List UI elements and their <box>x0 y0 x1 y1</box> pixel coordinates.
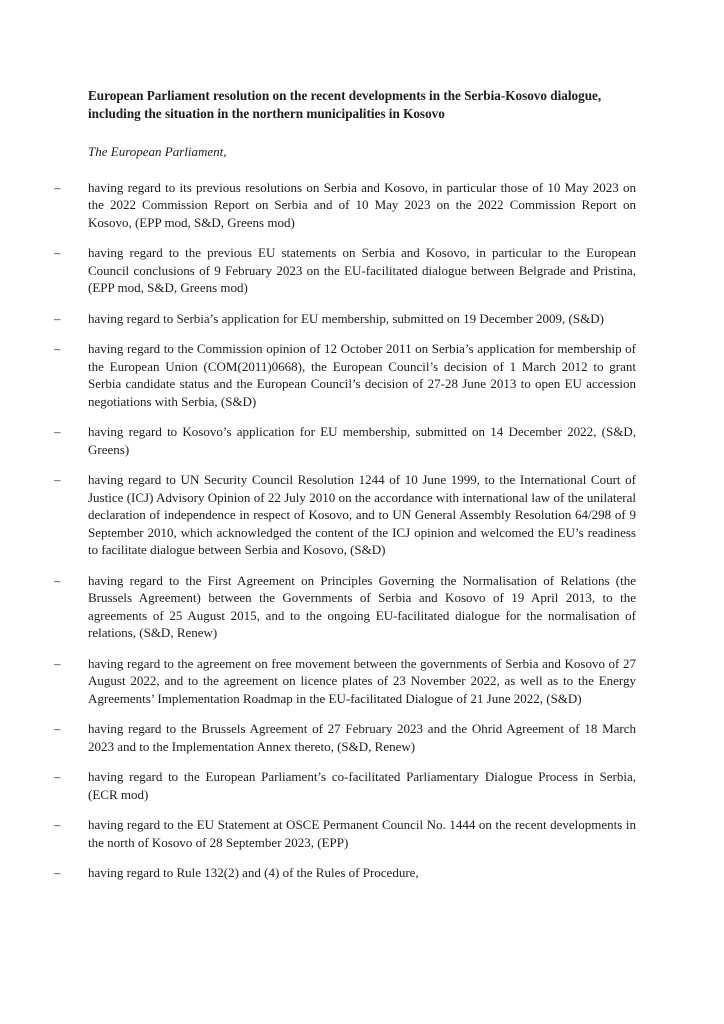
having-regard-item <box>54 655 636 708</box>
having-regard-item <box>54 768 636 803</box>
having-regard-text: having regard to the First Agreement on Principles Governing the Normalisation of Relations (the Brussels Agreement) between the Governments of Serbia and Kosovo of 19 April 2013, to the agreements of 25 August 2015, and to the ongoing EU-facilitated dialogue for the normalisation of relations, (S&D, Renew) <box>88 572 636 640</box>
having-regard-item <box>54 244 636 297</box>
dash-marker: – <box>54 310 61 326</box>
having-regard-item <box>54 179 636 232</box>
having-regard-item <box>54 720 636 755</box>
dash-marker: – <box>54 341 61 356</box>
having-regard-item <box>54 423 636 458</box>
dash-marker: – <box>54 472 61 487</box>
dash-marker: – <box>54 572 61 588</box>
having-regard-text: having regard to the previous EU statements on Serbia and Kosovo, in particular to the European Council conclusions of 9 February 2023 on the EU-facilitated dialogue between Belgrade and Pristina, (EPP mod, S&D, Greens mod) <box>88 245 636 295</box>
having-regard-text: having regard to its previous resolutions on Serbia and Kosovo, in particular those of 10 May 2023 on the 2022 Commission Report on Serbia and of 10 May 2023 on the 2022 Commission Report on Kosovo, (EPP mod, S&D, Greens mod) <box>88 179 636 230</box>
dash-marker: – <box>54 245 61 260</box>
having-regard-item <box>54 340 636 410</box>
having-regard-text: having regard to UN Security Council Resolution 1244 of 10 June 1999, to the International Court of Justice (ICJ) Advisory Opinion of 22 July 2010 on the accordance with international law of the unilateral declaration of independence in respect of Kosovo, and to UN General Assembly Resolution 64/298 of 9 September 2010, which acknowledged the content of the ICJ opinion and welcomed the EU’s readiness to facilitate dialogue between Serbia and Kosovo, (S&D) <box>88 472 636 557</box>
having-regard-item <box>54 310 636 328</box>
document-title: European Parliament resolution on the recent developments in the Serbia-Kosovo dialogue, including the situation in the northern municipalities in Kosovo <box>88 88 602 121</box>
having-regard-item <box>54 816 636 851</box>
dash-marker: – <box>54 721 61 736</box>
dash-marker: – <box>54 769 61 784</box>
having-regard-item <box>54 864 636 882</box>
having-regard-text: having regard to Rule 132(2) and (4) of the Rules of Procedure, <box>88 865 419 880</box>
having-regard-text: having regard to the European Parliament’s co-facilitated Parliamentary Dialogue Process in Serbia, (ECR mod) <box>88 769 636 802</box>
dash-marker: – <box>54 655 61 671</box>
having-regard-text: having regard to the agreement on free movement between the governments of Serbia and Kosovo of 27 August 2022, and to the agreement on licence plates of 23 November 2022, as well as to the Energy Agreements’ Implementation Roadmap in the EU-facilitated Dialogue of 21 June 2022, (S&D) <box>88 655 636 706</box>
having-regard-text: having regard to the EU Statement at OSCE Permanent Council No. 1444 on the recent developments in the north of Kosovo of 28 September 2023, (EPP) <box>88 817 636 850</box>
having-regard-text: having regard to Serbia’s application for EU membership, submitted on 19 December 2009, (S&D) <box>88 310 604 326</box>
dash-marker: – <box>54 817 61 832</box>
having-regard-text: having regard to the Commission opinion of 12 October 2011 on Serbia’s application for membership of the European Union (COM(2011)0668), the European Council’s decision of 1 March 2012 to grant Serbia candidate status and the European Council’s decision of 27-28 June 2013 to open EU accession negotiations with Serbia, (S&D) <box>88 341 636 409</box>
dash-marker: – <box>54 865 61 880</box>
having-regard-text: having regard to the Brussels Agreement of 27 February 2023 and the Ohrid Agreement of 18 March 2023 and to the Implementation Annex thereto, (S&D, Renew) <box>88 721 636 754</box>
dash-marker: – <box>54 424 61 439</box>
having-regard-item <box>54 471 636 559</box>
having-regard-text: having regard to Kosovo’s application for EU membership, submitted on 14 December 2022, (S&D, Greens) <box>88 424 636 457</box>
dash-marker: – <box>54 179 61 195</box>
document-subtitle: The European Parliament, <box>88 144 227 159</box>
having-regard-item <box>54 572 636 642</box>
